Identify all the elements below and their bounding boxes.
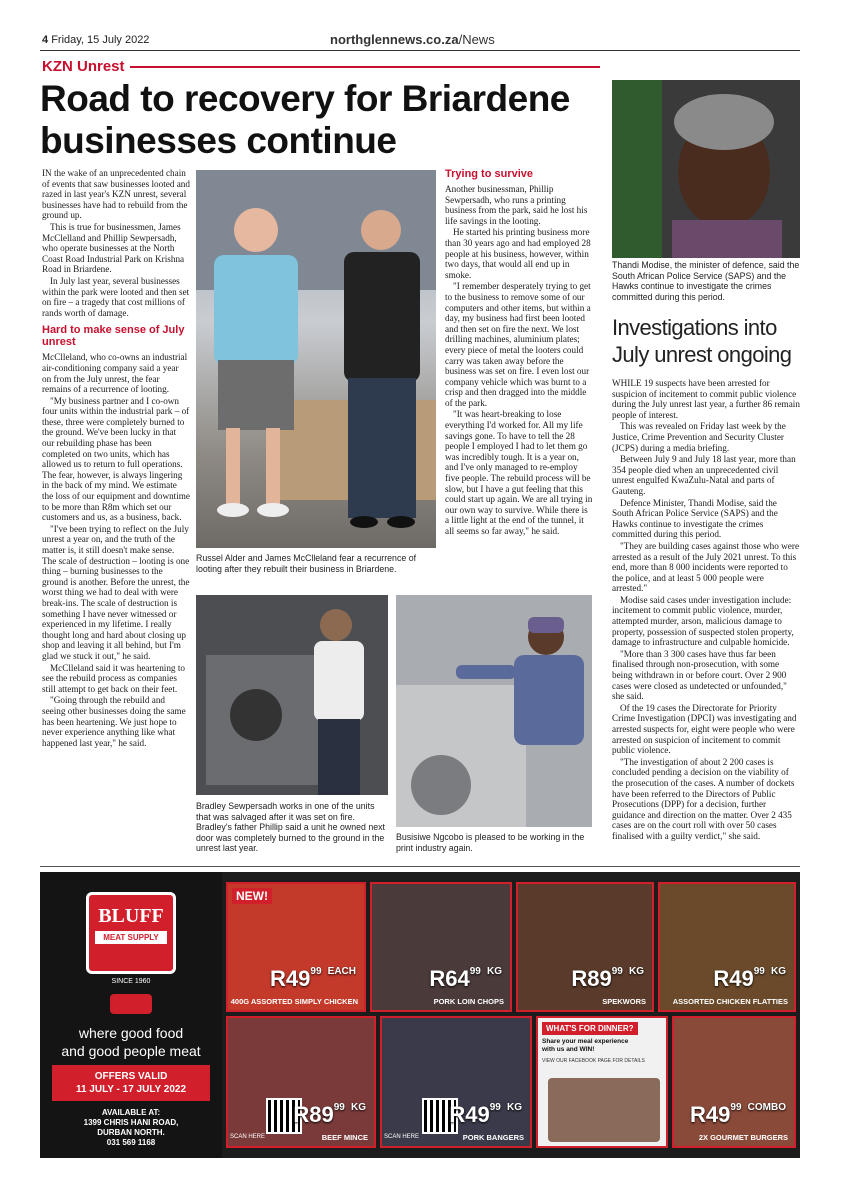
product-tile-gourmet-burgers — [672, 1016, 796, 1148]
paragraph: McClleland said it was heartening to see the rebuild process as companies still attempt to get back on their feet. — [42, 662, 185, 694]
whats-for-dinner-panel — [536, 1016, 668, 1148]
product-tile-chicken-flatties — [658, 882, 796, 1012]
dinner-photo — [548, 1078, 660, 1142]
header-divider — [40, 50, 800, 51]
product-label: 400G ASSORTED SIMPLY CHICKEN — [230, 996, 358, 1006]
tag-divider — [130, 66, 600, 68]
paragraph: "More than 3 300 cases have thus far been finalised through non-prosecution, with some being withdrawn in or before court. Over 2 900 cases were closed as undetected or unfounded," she said. — [612, 648, 787, 702]
sidebar-headline: Investigations into July unrest ongoing — [612, 315, 792, 367]
brand-name: BLUFF — [98, 905, 164, 927]
product-tile-simply-chicken — [226, 882, 366, 1012]
paragraph: Modise said cases under investigation include: incitement to commit public violence, murder, attempted murder, arson, malicious damage to property, possession of suspected stolen property, damage to infrastructure and culpable homicide. — [612, 594, 794, 648]
paragraph: Of the 19 cases the Directorate for Priority Crime Investigation (DPCI) was investigating and arrested suspects for, eight were people who were arrested on suspicion of incitement to commit public violence. — [612, 702, 797, 756]
address-block — [40, 1108, 222, 1148]
paragraph: "My business partner and I co-own four units within the industrial park – of these, three were completely burned to the ground. We've been lucky in that our rebuilding phase has been completed on two units, which has allowed us to return to full operations. The fear, however, is always lingering in the back of my mind. We estimate the loss of our equipment and downtime to be more than R8m which set our customers and us, as a business, back. — [42, 395, 190, 523]
scan-here-label: SCAN HERE — [230, 1134, 266, 1140]
paragraph: This was revealed on Friday last week by the Justice, Crime Prevention and Security Cluster (JCPS) during a media briefing. — [612, 421, 786, 453]
issue-date: Friday, 15 July 2022 — [51, 34, 150, 46]
page-number: 4 — [42, 34, 49, 46]
available-at-label: AVAILABLE AT: — [101, 1108, 161, 1117]
offers-label: OFFERS VALID — [94, 1071, 168, 1082]
subhead-trying-to-survive: Trying to survive — [445, 168, 534, 180]
price: $R89^{99}$ $^{KG}$ — [571, 966, 644, 991]
price: $R49^{99}$ $^{COMBO}$ — [690, 1102, 786, 1127]
brand-subtitle: MEAT SUPPLY — [95, 931, 167, 944]
product-tile-pork-loin — [370, 882, 512, 1012]
page-header-right — [330, 32, 495, 47]
paragraph: "It was heart-breaking to lose everything I'd worked for. All my life savings gone. To have to tell the 28 people I employed I had to let them go was incredibly tough. It is a year on, and I've only managed to re-employ five people. The rebuild process will be slow, but I have a gut feeling that this could start up again. We are all trying in our own way to survive. While there is a little light at the end of the tunnel, it all seems so far away," he said. — [445, 409, 593, 536]
sidebar-column — [612, 378, 800, 843]
price: $R49^{99}$ $^{KG}$ — [449, 1102, 522, 1127]
product-label: ASSORTED CHICKEN FLATTIES — [672, 996, 788, 1006]
product-label: PORK BANGERS — [462, 1132, 524, 1142]
headline: Road to recovery for Briardene businesses continue — [40, 78, 570, 161]
paragraph: "The investigation of about 2 200 cases is concluded pending a decision on the viability of the prosecution of the cases. A number of dockets have been referred to the Directors of Public Prosecutions (DPP) for a decision, further guidance and direction on the matter. Over 2 435 cases are on the court roll with over 50 cases finalised with a guilty verdict," she said. — [612, 756, 795, 841]
address-line-1: 1399 CHRIS HANI ROAD, — [83, 1118, 179, 1127]
product-label: SPEKWORS — [602, 996, 646, 1006]
address-line-2: DURBAN NORTH. — [97, 1128, 165, 1137]
price: $R64^{99}$ $^{KG}$ — [429, 966, 502, 991]
dinner-line-2: VIEW OUR FACEBOOK PAGE FOR DETAILS — [542, 1058, 645, 1064]
story-column-1 — [42, 168, 190, 749]
paragraph: "I remember desperately trying to get to the business to remove some of our computers and other items, but within a day, my business had first been looted and then set on fire the next. We lost drilling machines, aluminium plates; every piece of metal the looters could carry was taken away before the business was set on fire. I even lost our company vehicle which was burnt to a crisp and then dragged into the middle of the park. — [445, 281, 591, 408]
paragraph: He started his printing business more than 30 years ago and had employed 28 people at his business, however, within two days, that would all end up in smoke. — [445, 227, 591, 280]
photo-busisiwe-printer — [396, 595, 592, 827]
paragraph: "I've been trying to reflect on the July unrest a year on, and the truth of the matter is, it still doesn't make sense. The scale of destruction – looting is one thing – burning businesses to the ground is another. Before the unrest, the worst thing we had to deal with were break-ins. The scale of destruction is something I have never witnessed or experienced in my lifetime. I really thought long and hard about closing up shop and leaving it all behind, but I'm glad we stuck it out," he said. — [42, 523, 190, 661]
price: $R89^{99}$ $^{KG}$ — [293, 1102, 366, 1127]
photo-bradley-printer — [196, 595, 388, 795]
page-header-left — [42, 34, 149, 46]
product-tile-spekwors — [516, 882, 654, 1012]
site-name: northglennews.co.za — [330, 32, 459, 47]
paragraph: This is true for businessmen, James McClelland and Phillip Sewpersadh, who operate businesses at the North Coast Road Industrial Park on Krishna Road in Briardene. — [42, 221, 185, 275]
ad-divider — [40, 866, 800, 867]
product-tile-beef-mince — [226, 1016, 376, 1148]
bluff-logo — [86, 892, 176, 974]
tagline — [40, 1024, 222, 1060]
paragraph: In July last year, several businesses within the park were looted and then set on fire – a tragedy that cost millions of rands worth of damage. — [42, 275, 190, 318]
photo-caption: Busisiwe Ngcobo is pleased to be working in the print industry again. — [396, 832, 585, 853]
dinner-line-1: Share your meal experience with us and WIN! — [542, 1038, 629, 1053]
cleaver-icon — [110, 994, 152, 1014]
since-label: SINCE 1960 — [111, 978, 151, 985]
subhead-hard-to-make-sense: Hard to make sense of July unrest — [42, 324, 185, 349]
story-column-3 — [445, 168, 593, 538]
dinner-title: WHAT'S FOR DINNER? — [542, 1022, 638, 1035]
ad-brand-panel — [40, 872, 222, 1158]
paragraph: WHILE 19 suspects have been arrested for suspicion of incitement to commit public violence during the July unrest last year, a further 86 remain people of interest. — [612, 378, 800, 420]
product-tile-pork-bangers — [380, 1016, 532, 1148]
section-name: /News — [458, 32, 495, 47]
paragraph: McClleland, who co-owns an industrial air-conditioning company said a year on from the July unrest, the fear remains of a recurrence of looting. — [42, 352, 188, 395]
paragraph: "Going through the rebuild and seeing other businesses doing the same has been heartening. We just hope to never experience anything like what happened last year," he said. — [42, 695, 186, 748]
offers-dates: 11 JULY - 17 JULY 2022 — [75, 1084, 187, 1095]
price: $R49^{99}$ $^{EACH}$ — [270, 966, 356, 991]
new-badge: NEW! — [232, 888, 272, 904]
phone-number: 031 569 1168 — [106, 1138, 156, 1147]
photo-caption: Russel Alder and James McClleland fear a recurrence of looting after they rebuilt their business in Briardene. — [196, 553, 417, 574]
product-label: PORK LOIN CHOPS — [433, 996, 504, 1006]
story-tag: KZN Unrest — [42, 58, 125, 75]
product-label: BEEF MINCE — [321, 1132, 368, 1142]
photo-thandi-modise — [612, 80, 800, 258]
tagline-line-1: where good food — [78, 1025, 184, 1041]
paragraph: Defence Minister, Thandi Modise, said the South African Police Service (SAPS) and the Hawks continue to investigate the crimes committed during this period. — [612, 497, 778, 540]
photo-russel-and-james — [196, 170, 436, 548]
paragraph: Another businessman, Phillip Sewpersadh, who runs a printing business from the park, said he lost his life savings in the looting. — [445, 184, 588, 226]
photo-caption: Bradley Sewpersadh works in one of the units that was salvaged after it was set on fire. Bradley's father Phillip said a unit he owned next door was completely burned to the ground in the unrest last year. — [196, 801, 385, 853]
photo-caption: Thandi Modise, the minister of defence, said the South African Police Service (SAPS) and the Hawks continue to investigate the crimes committed during this period. — [612, 260, 800, 302]
paragraph: "They are building cases against those who were arrested as a result of the July 2021 unrest. To this end, more than 8 000 incidents were reported to the police, and at least 5 000 people were arrested." — [612, 540, 800, 594]
tagline-line-2: and good people meat — [61, 1043, 201, 1059]
offers-valid-box — [52, 1065, 210, 1101]
scan-here-label: SCAN HERE — [384, 1134, 420, 1140]
paragraph: Between July 9 and July 18 last year, more than 354 people died when an unprecedented civil unrest engulfed KwaZulu-Natal and parts of Gauteng. — [612, 454, 796, 496]
product-label: 2X GOURMET BURGERS — [698, 1132, 788, 1142]
paragraph: IN the wake of an unprecedented chain of events that saw businesses looted and razed in last year's KZN unrest, several businesses have had to rebuild from the ground up. — [42, 168, 190, 221]
price: $R49^{99}$ $^{KG}$ — [713, 966, 786, 991]
